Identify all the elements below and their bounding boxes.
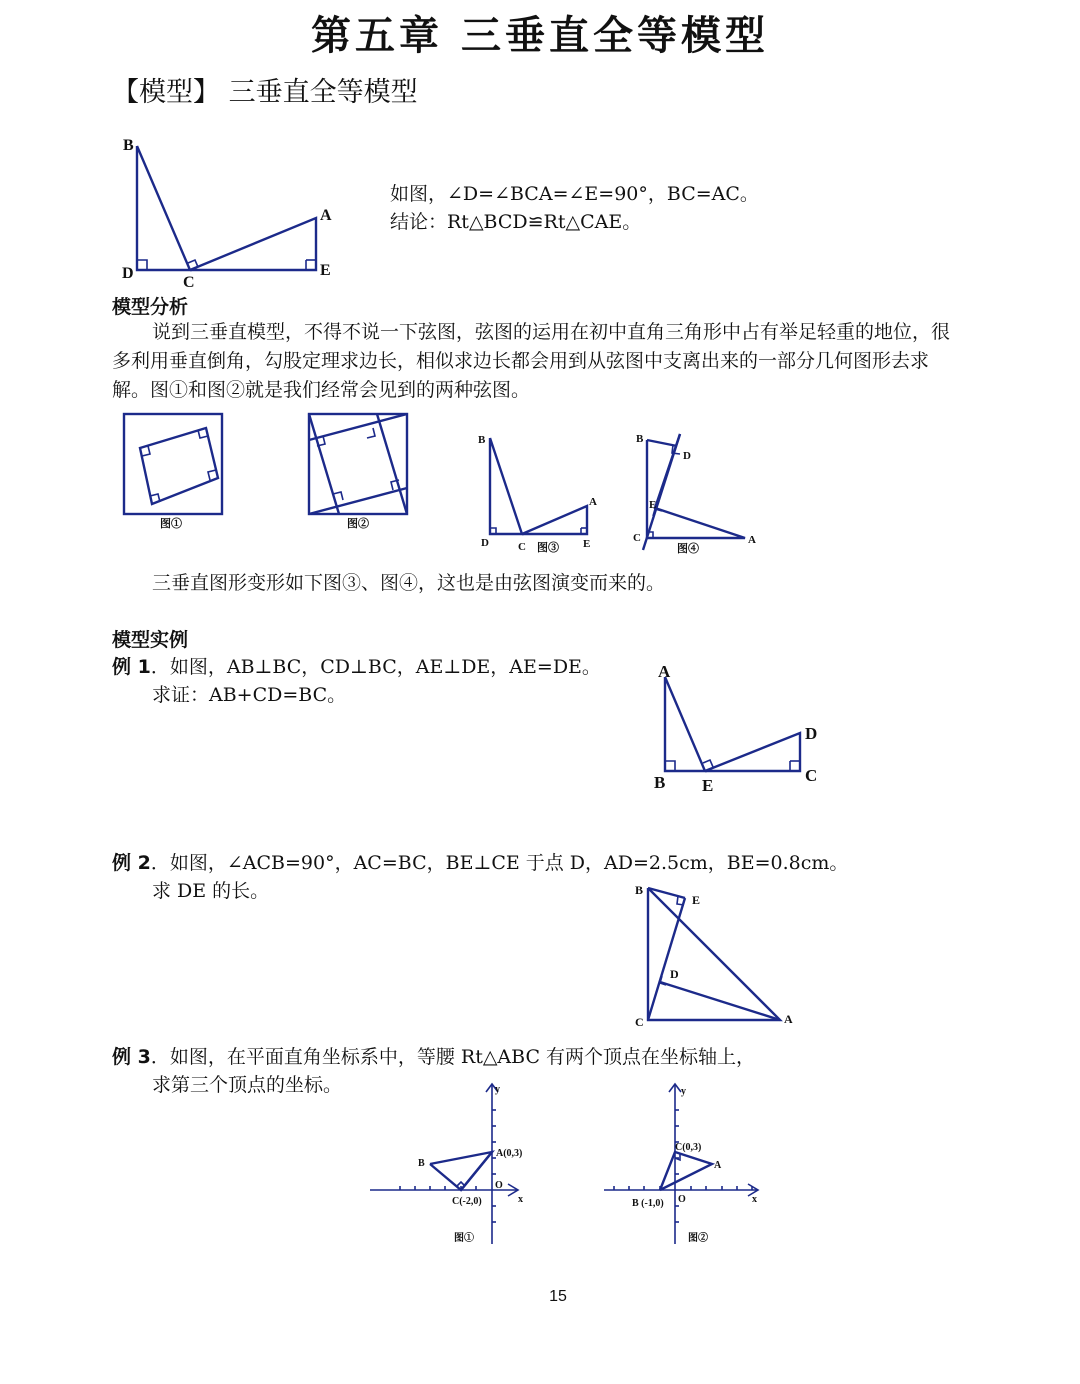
example-1-ask: 求证：AB+CD=BC。 (152, 684, 347, 706)
ex2-label-c: C (635, 1015, 644, 1029)
figure-4 (625, 428, 765, 558)
fig1-caption: 图① (160, 518, 182, 530)
ex1-label-e: E (702, 776, 714, 795)
fig3-caption: 图③ (537, 542, 559, 554)
examples-heading: 模型实例 (112, 629, 189, 651)
example-2-label: 例 2 (112, 852, 151, 874)
page-number: 15 (549, 1288, 567, 1305)
example-3-text: ．如图，在平面直角坐标系中，等腰 Rt△ABC 有两个顶点在坐标轴上， (150, 1046, 756, 1068)
ex1-label-c: C (805, 766, 818, 785)
fig4-label-c: C (633, 532, 641, 544)
ex3f1-a: A(0,3) (496, 1148, 523, 1159)
label-e: E (320, 262, 331, 279)
example-1-label: 例 1 (112, 656, 151, 678)
ex1-label-b: B (654, 773, 666, 792)
example-3-ask: 求第三个顶点的坐标。 (152, 1074, 343, 1096)
fig4-label-a: A (748, 534, 756, 546)
fig3-label-b: B (478, 434, 486, 446)
triangle-cae (190, 218, 316, 270)
example-1-figure (645, 655, 835, 800)
ex1-label-a: A (658, 662, 671, 681)
example-3 (112, 1043, 755, 1071)
example-2-figure (630, 880, 800, 1030)
fig4-label-d: D (683, 450, 691, 462)
label-a: A (320, 207, 332, 224)
ex3f2-b: B (-1,0) (632, 1198, 664, 1209)
example-1 (112, 653, 601, 681)
example-1-text: ．如图，AB⊥BC，CD⊥BC，AE⊥DE，AE=DE。 (150, 656, 601, 678)
example-2-ask: 求 DE 的长。 (152, 880, 270, 902)
analysis-after: 三垂直图形变形如下图③、图④，这也是由弦图演变而来的。 (152, 572, 666, 594)
page-title: 第五章 三垂直全等模型 (311, 13, 769, 59)
ex3f2-y: y (681, 1086, 686, 1097)
ex3f1-c: C(-2,0) (452, 1196, 482, 1207)
example-2-text: ．如图，∠ACB=90°，AC=BC，BE⊥CE 于点 D，AD=2.5cm，BE=0.8cm。 (150, 852, 849, 874)
ex3f2-x: x (752, 1194, 757, 1205)
ex2-label-e: E (692, 893, 701, 907)
ex1-label-d: D (805, 724, 818, 743)
fig3-label-c: C (518, 541, 526, 553)
right-angle-d (137, 260, 147, 270)
fig4-label-b: B (636, 433, 644, 445)
ex3f2-o: O (678, 1194, 686, 1205)
model-conclusion: 结论：Rt△BCD≌Rt△CAE。 (390, 211, 642, 233)
fig4-caption: 图④ (677, 543, 699, 555)
fig4-label-e: E (649, 499, 657, 511)
fig2-caption: 图② (347, 518, 369, 530)
section-subtitle: 【模型】 三垂直全等模型 (112, 77, 418, 108)
figure-1 (120, 410, 230, 530)
ex3f2-caption: 图② (688, 1233, 708, 1244)
example-3-label: 例 3 (112, 1046, 151, 1068)
ex2-label-d: D (670, 967, 679, 981)
ex3f1-caption: 图① (454, 1233, 474, 1244)
label-c: C (183, 274, 195, 291)
ex3f2-c: C(0,3) (675, 1142, 702, 1153)
ex2-label-a: A (784, 1012, 793, 1026)
figure-2 (305, 410, 415, 530)
model-figure (110, 130, 340, 295)
analysis-heading: 模型分析 (112, 296, 189, 318)
figure-3 (475, 430, 605, 560)
fig3-label-a: A (589, 496, 597, 508)
ex3f1-y: y (495, 1084, 500, 1095)
example-3-figure-2 (600, 1080, 770, 1250)
label-d: D (122, 265, 134, 282)
ex3f2-a: A (714, 1160, 722, 1171)
ex2-label-b: B (635, 883, 644, 897)
ex3f1-x: x (518, 1194, 523, 1205)
example-2 (112, 849, 848, 877)
model-condition: 如图，∠D=∠BCA=∠E=90°，BC=AC。 (390, 183, 759, 205)
label-b: B (123, 137, 134, 154)
triangle-bcd (137, 146, 190, 270)
fig3-label-d: D (481, 537, 489, 549)
ex3f1-b: B (418, 1158, 425, 1169)
analysis-paragraph: 说到三垂直模型，不得不说一下弦图，弦图的运用在初中直角三角形中占有举足轻重的地位，很多利用垂直倒角，勾股定理求边长，相似求边长都会用到从弦图中支离出来的一部分几何图形去求解。图①和图②就是我们经常会见到的两种弦图。 (112, 321, 951, 401)
ex3f1-o: O (495, 1180, 503, 1191)
example-3-figure-1 (368, 1080, 538, 1250)
fig3-label-e: E (583, 538, 591, 550)
